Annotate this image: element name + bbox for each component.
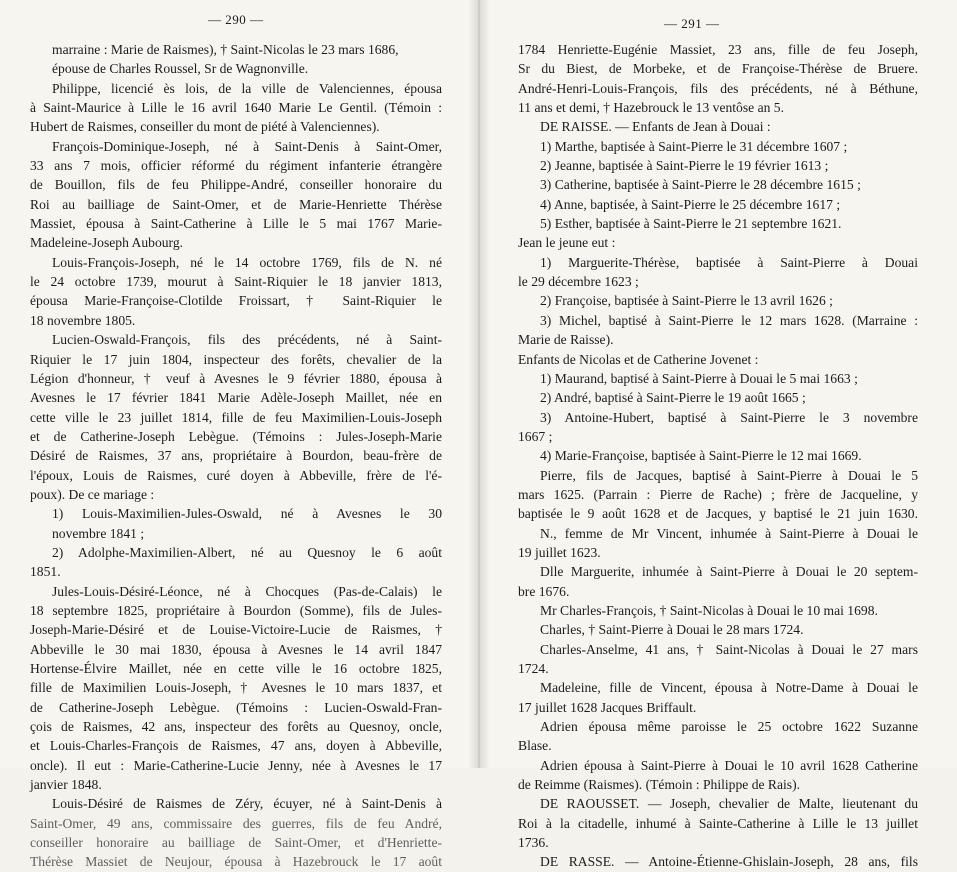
text-line: 1851. xyxy=(30,564,61,580)
text-line: Hubert de Raismes, conseiller du mont de piété à Valenciennes). xyxy=(30,119,380,135)
text-line: Enfants de Nicolas et de Catherine Jovenet : xyxy=(518,351,759,367)
text-line: fille de Maximilien Louis-Joseph, † Avesnes le 10 mars 1837, et xyxy=(30,680,442,696)
text-line: poux). De ce mariage : xyxy=(30,486,155,502)
text-line: cette ville le 23 juillet 1814, fille de feu Maximilien-Louis-Joseph xyxy=(30,409,442,425)
text-line: de Catherine-Joseph Lebègue. (Témoins : Lucien-Oswald-Fran- xyxy=(30,699,442,715)
text-line: 1667 ; xyxy=(518,428,553,444)
text-line: l'époux, Louis de Raismes, curé doyen à Abbeville, frère de l'é- xyxy=(30,467,442,483)
left-page-text xyxy=(30,40,442,872)
text-line: 3) Antoine-Hubert, baptisé à Saint-Pierre le 3 novembre xyxy=(540,409,918,425)
text-line: François-Dominique-Joseph, né à Saint-Denis à Saint-Omer, xyxy=(52,138,442,154)
text-line: Joseph-Marie-Désiré et de Louise-Victoire-Lucie de Raismes, † xyxy=(30,622,442,638)
text-line: mars 1625. (Parrain : Pierre de Rache) ; frère de Jacqueline, y xyxy=(518,486,918,502)
text-line: 11 ans et demi, † Hazebrouck le 13 ventôse an 5. xyxy=(518,100,785,116)
text-line: 1) Maurand, baptisé à Saint-Pierre à Douai le 5 mai 1663 ; xyxy=(540,370,858,386)
text-line: 4) Marie-Françoise, baptisée à Saint-Pierre le 12 mai 1669. xyxy=(540,448,862,464)
text-line: 18 novembre 1805. xyxy=(30,312,136,328)
text-line: Roi à la citadelle, inhumé à Sainte-Catherine à Lille le 13 juillet xyxy=(518,815,918,831)
text-line: Riquier le 17 juin 1804, inspecteur des forêts, chevalier de la xyxy=(30,351,442,367)
text-line: 3) Catherine, baptisée à Saint-Pierre le 28 décembre 1615 ; xyxy=(540,177,861,193)
text-line: Charles-Anselme, 41 ans, † Saint-Nicolas à Douai le 27 mars xyxy=(540,641,918,657)
text-line: 1) Marguerite-Thérèse, baptisée à Saint-Pierre à Douai xyxy=(540,254,918,270)
text-line: baptisée le 9 août 1628 et de Jacques, y baptisé le 21 juin 1630. xyxy=(518,506,918,522)
text-line: Sr du Biest, de Morbeke, et de Françoise-Thérèse de Bruere. xyxy=(518,61,918,77)
text-line: 3) Michel, baptisé à Saint-Pierre le 12 mars 1628. (Marraine : xyxy=(540,312,918,328)
text-line: Marie de Raisse). xyxy=(518,332,614,348)
text-line: Louis-Désiré de Raismes de Zéry, écuyer, né à Saint-Denis à xyxy=(52,796,442,812)
text-line: Mr Charles-François, † Saint-Nicolas à Douai le 10 mai 1698. xyxy=(540,602,878,618)
text-line: Désiré de Raismes, 37 ans, propriétaire à Bourdon, beau-frère de xyxy=(30,448,442,464)
text-line: Philippe, licencié ès lois, de la ville de Valenciennes, épousa xyxy=(52,80,442,96)
text-line: Avesnes le 17 février 1841 Marie Adèle-Joseph Maillet, née en xyxy=(30,390,442,406)
text-line: Abbeville le 30 mai 1830, épousa à Avesnes le 14 avril 1847 xyxy=(30,641,442,657)
text-line: N., femme de Mr Vincent, inhumée à Saint-Pierre à Douai le xyxy=(540,525,918,541)
text-line: Légion d'honneur, † veuf à Avesnes le 9 février 1880, épousa à xyxy=(30,370,442,386)
text-line: 19 juillet 1623. xyxy=(518,544,601,560)
text-line: oncle). Il eut : Marie-Catherine-Lucie Jenny, née à Avesnes le 17 xyxy=(30,757,442,773)
text-line: Madeleine, fille de Vincent, épousa à Notre-Dame à Douai le xyxy=(540,680,918,696)
text-line: janvier 1848. xyxy=(30,777,102,793)
text-line: Jules-Louis-Désiré-Léonce, né à Chocques (Pas-de-Calais) le xyxy=(52,583,442,599)
text-line: 4) Anne, baptisée, à Saint-Pierre le 25 décembre 1617 ; xyxy=(540,196,841,212)
text-line: de Bouillon, fils de feu Philippe-André, conseiller honoraire du xyxy=(30,177,442,193)
text-line: Massiet, épousa à Saint-Catherine à Lille le 5 mai 1767 Marie- xyxy=(30,216,442,232)
text-line: 2) Adolphe-Maximilien-Albert, né au Quesnoy le 6 août xyxy=(52,544,442,560)
page-number-right: — 291 — xyxy=(664,16,720,31)
text-line: de Reimme (Raismes). (Témoin : Philippe de Rais). xyxy=(518,777,801,793)
text-line: 2) Jeanne, baptisée à Saint-Pierre le 19 février 1613 ; xyxy=(540,158,829,174)
right-page xyxy=(478,0,957,870)
text-line: DE RASSE. — Antoine-Étienne-Ghislain-Joseph, 28 ans, fils xyxy=(540,854,918,870)
right-page-text xyxy=(518,40,918,872)
left-page xyxy=(0,0,478,870)
text-line: marraine : Marie de Raismes), † Saint-Nicolas le 23 mars 1686, xyxy=(52,42,399,57)
text-line: épouse de Charles Roussel, Sr de Wagnonville. xyxy=(52,61,309,77)
text-line: Dlle Marguerite, inhumée à Saint-Pierre à Douai le 20 septem- xyxy=(540,564,918,580)
text-line: 33 ans 7 mois, officier réformé du régiment infanterie étrangère xyxy=(30,158,442,174)
text-line: le 24 octobre 1739, mourut à Saint-Riquier le 18 janvier 1813, xyxy=(30,274,442,290)
text-line: DE RAOUSSET. — Joseph, chevalier de Malte, lieutenant du xyxy=(540,796,918,812)
text-line: Saint-Omer, 49 ans, commissaire des guerres, fils de feu André, xyxy=(30,815,442,831)
text-line: 18 septembre 1825, propriétaire à Bourdon (Somme), fils de Jules- xyxy=(30,602,442,618)
text-line: et de Catherine-Joseph Lebègue. (Témoins : Jules-Joseph-Marie xyxy=(30,428,442,444)
text-line: Louis-François-Joseph, né le 14 octobre 1769, fils de N. né xyxy=(52,254,442,270)
text-line: 17 juillet 1628 Jacques Briffault. xyxy=(518,699,697,715)
text-line: 1724. xyxy=(518,661,549,676)
text-line: André-Henri-Louis-François, fils des précédents, né à Béthune, xyxy=(518,80,918,96)
text-line: conseiller honoraire au bailliage de Saint-Omer, et d'Henriette- xyxy=(30,835,442,851)
text-line: 1) Louis-Maximilien-Jules-Oswald, né à Avesnes le 30 xyxy=(52,506,442,522)
text-line: Adrien épousa à Saint-Pierre à Douai le 10 avril 1628 Catherine xyxy=(540,757,918,773)
page-number-left: — 290 — xyxy=(208,12,264,27)
text-line: Adrien épousa même paroisse le 25 octobre 1622 Suzanne xyxy=(540,719,918,735)
text-line: bre 1676. xyxy=(518,583,570,599)
text-line: 1) Marthe, baptisée à Saint-Pierre le 31 décembre 1607 ; xyxy=(540,138,848,154)
text-line: Charles, † Saint-Pierre à Douai le 28 mars 1724. xyxy=(540,622,804,638)
text-line: le 29 décembre 1623 ; xyxy=(518,274,639,290)
text-line: et Louis-Charles-François de Raismes, 47 ans, doyen à Abbeville, xyxy=(30,738,442,754)
text-line: 1784 Henriette-Eugénie Massiet, 23 ans, fille de feu Joseph, xyxy=(518,42,918,57)
book-gutter xyxy=(468,0,490,768)
text-line: Blase. xyxy=(518,738,552,754)
text-line: épousa Marie-Françoise-Clotilde Froissart, † Saint-Riquier le xyxy=(30,293,442,309)
text-line: DE RAISSE. — Enfants de Jean à Douai : xyxy=(540,119,771,135)
text-line: Hortense-Élvire Maillet, née en cette ville le 16 octobre 1825, xyxy=(30,661,442,676)
text-line: Madeleine-Joseph Aubourg. xyxy=(30,235,184,251)
text-line: Pierre, fils de Jacques, baptisé à Saint-Pierre à Douai le 5 xyxy=(540,467,918,483)
text-line: à Saint-Maurice à Lille le 16 avril 1640 Marie Le Gentil. (Témoin : xyxy=(30,100,442,116)
text-line: Roi au bailliage de Saint-Omer, et de Marie-Henriette Thérèse xyxy=(30,196,442,212)
text-line: 1736. xyxy=(518,835,549,851)
text-line: Thérèse Massiet de Neujour, épousa à Hazebrouck le 17 août xyxy=(30,854,442,870)
text-line: Lucien-Oswald-François, fils des précédents, né à Saint- xyxy=(52,332,442,348)
text-line: 5) Esther, baptisée à Saint-Pierre le 21 septembre 1621. xyxy=(540,216,842,232)
text-line: novembre 1841 ; xyxy=(52,525,145,541)
text-line: çois de Raismes, 42 ans, inspecteur des forêts au Quesnoy, oncle, xyxy=(30,719,442,735)
text-line: 2) Françoise, baptisée à Saint-Pierre le 13 avril 1626 ; xyxy=(540,293,833,309)
text-line: Jean le jeune eut : xyxy=(518,235,616,251)
text-line: 2) André, baptisé à Saint-Pierre le 19 août 1665 ; xyxy=(540,390,806,406)
